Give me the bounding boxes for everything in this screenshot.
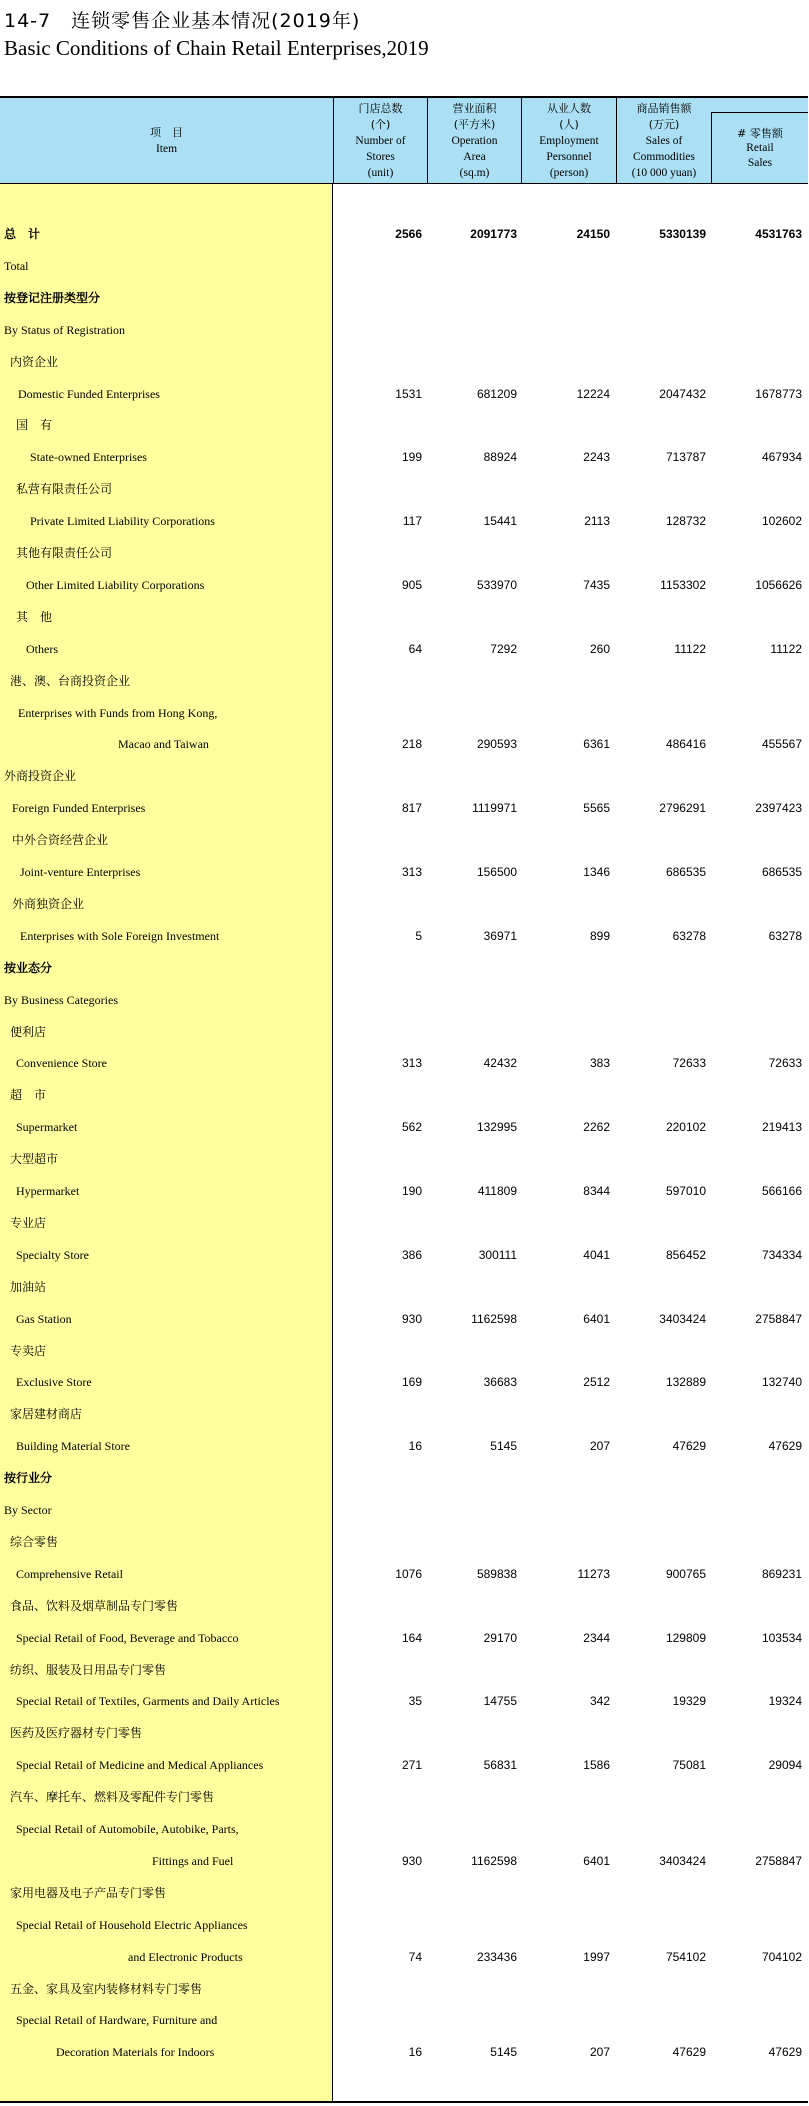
retail-value: 11122: [770, 641, 802, 656]
table-row: [0, 857, 808, 887]
row-label: Macao and Taiwan: [118, 737, 209, 752]
sales-value: 3403424: [659, 1311, 706, 1326]
area-value: 1162598: [471, 1311, 517, 1326]
row-label: Special Retail of Household Electric Appliances: [16, 1917, 248, 1932]
row-label: Specialty Store: [16, 1247, 89, 1262]
header-retail-en2: Sales: [747, 157, 773, 169]
row-label: 按登记注册类型分: [4, 290, 101, 305]
row-label: Convenience Store: [16, 1056, 107, 1071]
employment-value: 6401: [583, 1311, 610, 1326]
employment-value: 12224: [576, 386, 610, 401]
row-label: and Electronic Products: [128, 1949, 243, 1964]
stores-value: 74: [408, 1949, 422, 1964]
employment-value: 1586: [583, 1758, 610, 1773]
retail-value: 566166: [761, 1184, 802, 1198]
employment-value: 8344: [583, 1184, 610, 1198]
table-row: [0, 1080, 808, 1110]
table-row: [0, 1240, 808, 1270]
header-item-cn: 项 目: [150, 126, 183, 139]
table-row: [0, 889, 808, 919]
table-row: [0, 251, 808, 281]
header-area-en1: Operation: [451, 135, 498, 147]
area-value: 88924: [483, 450, 517, 465]
row-label: 总 计: [4, 227, 41, 241]
table-row: [0, 1272, 808, 1302]
header-stores-en2: Stores: [366, 151, 395, 163]
stores-value: 1076: [395, 1566, 422, 1581]
table-row: [0, 219, 808, 249]
table-row: [0, 538, 808, 568]
row-label: 五金、家具及室内装修材料专门零售: [10, 1981, 203, 1996]
sales-value: 132889: [665, 1375, 706, 1390]
table-row: [0, 1814, 808, 1844]
area-value: 300111: [478, 1247, 517, 1262]
table-row: [0, 1017, 808, 1047]
retail-value: 2758847: [755, 1853, 802, 1868]
header-area-en3: (sq.m): [459, 167, 490, 179]
table-header: [0, 96, 808, 184]
sales-value: 72633: [672, 1056, 706, 1071]
table-row: [0, 1112, 808, 1142]
table-row: [0, 2005, 808, 2035]
table-row: [0, 1974, 808, 2004]
row-label: Special Retail of Textiles, Garments and Daily Articles: [16, 1694, 280, 1709]
table-row: [0, 1048, 808, 1078]
row-label: 港、澳、台商投资企业: [10, 673, 131, 688]
area-value: 1162598: [471, 1853, 517, 1868]
stores-value: 164: [401, 1630, 422, 1645]
retail-value: 1056626: [755, 577, 802, 592]
row-label: By Sector: [4, 1503, 52, 1517]
header-stores-cn: 门店总数: [358, 102, 403, 115]
table-row: [0, 283, 808, 313]
retail-value: 19324: [768, 1694, 802, 1709]
employment-value: 4041: [583, 1247, 610, 1262]
stores-value: 190: [401, 1184, 422, 1198]
table-row: [0, 1336, 808, 1366]
sales-value: 129809: [665, 1630, 706, 1645]
table-row: [0, 347, 808, 377]
row-label: 大型超市: [10, 1152, 59, 1167]
table-row: [0, 729, 808, 759]
stores-value: 930: [401, 1853, 422, 1868]
employment-value: 2243: [583, 450, 610, 465]
header-sales: [616, 98, 711, 184]
table-row: [0, 315, 808, 345]
table-row: [0, 2037, 808, 2067]
retail-value: 467934: [761, 450, 802, 465]
retail-value: 1678773: [755, 386, 802, 401]
sales-value: 856452: [665, 1247, 706, 1262]
sales-value: 11122: [674, 641, 706, 656]
header-sales-en3: (10 000 yuan): [631, 167, 697, 179]
row-label: Special Retail of Automobile, Autobike, Parts,: [16, 1822, 239, 1836]
area-value: 533970: [476, 577, 517, 592]
stores-value: 2566: [395, 227, 422, 241]
row-label: 汽车、摩托车、燃料及零配件专门零售: [10, 1790, 215, 1805]
table-row: [0, 666, 808, 696]
area-value: 5145: [490, 1439, 517, 1454]
area-value: 681209: [476, 386, 517, 401]
sales-value: 900765: [665, 1566, 706, 1581]
area-value: 156500: [476, 865, 517, 879]
employment-value: 207: [589, 2045, 610, 2060]
table-row: [0, 1655, 808, 1685]
row-label: 超 市: [10, 1088, 47, 1103]
table-row: [0, 1144, 808, 1174]
area-value: 589838: [476, 1566, 517, 1581]
retail-value: 47629: [768, 2045, 802, 2060]
table-row: [0, 602, 808, 632]
area-value: 2091773: [470, 227, 517, 241]
retail-value: 2758847: [755, 1311, 802, 1326]
page-title-en: Basic Conditions of Chain Retail Enterprises,2019: [4, 36, 429, 60]
retail-value: 29094: [768, 1758, 802, 1773]
table-row: [0, 634, 808, 664]
header-sales-cn: 商品销售额: [636, 102, 692, 115]
row-label: Other Limited Liability Corporations: [26, 577, 205, 592]
area-value: 56831: [483, 1758, 517, 1773]
table-row: [0, 985, 808, 1015]
employment-value: 260: [589, 641, 610, 656]
row-label: 国 有: [16, 418, 53, 433]
table-bottom-rule: [0, 2101, 808, 2103]
employment-value: 2113: [584, 514, 610, 529]
stores-value: 313: [401, 865, 422, 879]
stores-value: 313: [401, 1056, 422, 1071]
header-sales-en2: Commodities: [633, 151, 695, 163]
sales-value: 713787: [665, 450, 706, 465]
row-label: Enterprises with Sole Foreign Investment: [20, 928, 220, 943]
sales-value: 5330139: [659, 227, 706, 241]
table-row: [0, 953, 808, 983]
row-label: 家用电器及电子产品专门零售: [10, 1885, 167, 1900]
row-label: Hypermarket: [16, 1184, 80, 1198]
sales-value: 47629: [672, 2045, 706, 2060]
employment-value: 2344: [583, 1630, 610, 1645]
employment-value: 7435: [583, 577, 610, 592]
row-label: 综合零售: [10, 1534, 59, 1549]
table-row: [0, 1910, 808, 1940]
table-row: [0, 1176, 808, 1206]
header-retail-cn: # 零售额: [737, 127, 783, 140]
row-label: Decoration Materials for Indoors: [56, 2045, 215, 2060]
employment-value: 1346: [583, 865, 610, 879]
row-label: Joint-venture Enterprises: [20, 865, 141, 879]
row-label: By Business Categories: [4, 992, 118, 1007]
retail-value: 704102: [761, 1949, 802, 1964]
retail-value: 47629: [768, 1439, 802, 1454]
row-label: 家居建材商店: [10, 1407, 83, 1422]
stores-value: 218: [401, 737, 422, 752]
sales-value: 75081: [672, 1758, 706, 1773]
area-value: 411809: [477, 1184, 517, 1198]
sales-value: 486416: [665, 737, 706, 752]
sales-value: 2796291: [659, 801, 706, 816]
header-employment-en2: Personnel: [546, 151, 592, 163]
page-title-cn: 14-7 连锁零售企业基本情况(2019年): [4, 10, 361, 32]
row-label: 其他有限责任公司: [16, 546, 113, 560]
row-label: Fittings and Fuel: [152, 1853, 234, 1868]
row-label: 外商独资企业: [12, 896, 85, 911]
row-label: Special Retail of Food, Beverage and Tobacco: [16, 1630, 239, 1645]
sales-value: 19329: [672, 1694, 706, 1709]
area-value: 29170: [483, 1630, 517, 1645]
retail-value: 734334: [761, 1247, 802, 1262]
table-row: [0, 1208, 808, 1238]
sales-value: 754102: [665, 1949, 706, 1964]
stores-value: 16: [408, 2045, 422, 2060]
stores-value: 64: [408, 641, 422, 656]
row-label: Others: [26, 641, 58, 656]
row-label: 内资企业: [10, 354, 59, 369]
row-label: Domestic Funded Enterprises: [18, 386, 160, 401]
table-row: [0, 442, 808, 472]
employment-value: 6401: [583, 1853, 610, 1868]
sales-value: 128732: [665, 514, 706, 529]
header-sales-en1: Sales of: [645, 135, 683, 147]
stores-value: 16: [408, 1439, 422, 1454]
area-value: 42432: [483, 1056, 517, 1071]
table-row: [0, 1399, 808, 1429]
retail-value: 2397423: [755, 801, 802, 816]
header-sales-unit-cn: (万元): [648, 118, 680, 131]
employment-value: 2262: [583, 1120, 610, 1135]
area-value: 233436: [476, 1949, 517, 1964]
sales-value: 2047432: [659, 386, 706, 401]
retail-value: 686535: [761, 865, 802, 879]
area-value: 7292: [490, 641, 517, 656]
retail-value: 103534: [761, 1630, 802, 1645]
employment-value: 383: [589, 1056, 610, 1071]
area-value: 36683: [483, 1375, 517, 1390]
retail-value: 63278: [768, 928, 802, 943]
table-row: [0, 506, 808, 536]
stores-value: 169: [401, 1375, 422, 1390]
header-item-en: Item: [155, 143, 178, 155]
table-row: [0, 761, 808, 791]
row-label: 中外合资经营企业: [12, 833, 109, 848]
sales-value: 220102: [665, 1120, 706, 1135]
table-row: [0, 1750, 808, 1780]
row-label: Exclusive Store: [16, 1375, 92, 1390]
sales-value: 63278: [672, 928, 706, 943]
row-label: 纺织、服装及日用品专门零售: [10, 1662, 167, 1677]
header-area-en2: Area: [463, 151, 486, 163]
retail-value: 455567: [761, 737, 802, 752]
header-stores: [333, 98, 427, 184]
employment-value: 6361: [583, 737, 610, 752]
table-row: [0, 1527, 808, 1557]
table-row: [0, 698, 808, 728]
area-value: 290593: [476, 737, 517, 752]
table-row: [0, 1623, 808, 1653]
row-label: By Status of Registration: [4, 322, 125, 337]
header-stores-en1: Number of: [355, 135, 406, 147]
header-stores-unit-cn: (个): [370, 118, 391, 131]
row-label: 加油站: [10, 1279, 47, 1294]
table-row: [0, 793, 808, 823]
stores-value: 930: [401, 1311, 422, 1326]
row-label: 医药及医疗器材专门零售: [10, 1726, 143, 1741]
table-row: [0, 825, 808, 855]
header-employment-cn: 从业人数: [547, 102, 591, 115]
table-row: [0, 570, 808, 600]
table-row: [0, 1846, 808, 1876]
area-value: 132995: [476, 1120, 517, 1135]
header-employment-unit-cn: (人): [559, 118, 579, 131]
header-employment-en3: (person): [549, 167, 589, 179]
header-employment: [521, 98, 616, 184]
row-label: 按业态分: [4, 960, 53, 975]
row-label: 按行业分: [4, 1471, 53, 1486]
retail-value: 132740: [761, 1375, 802, 1390]
row-label: State-owned Enterprises: [30, 450, 147, 465]
row-label: 专卖店: [10, 1343, 47, 1358]
table-row: [0, 1495, 808, 1525]
employment-value: 24150: [576, 227, 610, 241]
employment-value: 207: [589, 1439, 610, 1454]
area-value: 1119971: [472, 801, 517, 816]
stores-value: 905: [401, 577, 422, 592]
stores-value: 1531: [395, 386, 422, 401]
retail-value: 72633: [768, 1056, 802, 1071]
employment-value: 1997: [583, 1949, 610, 1964]
row-label: Total: [4, 258, 29, 273]
table-row: [0, 1591, 808, 1621]
stores-value: 5: [415, 928, 422, 943]
table-row: [0, 1878, 808, 1908]
sales-value: 597010: [665, 1184, 706, 1198]
row-label: Gas Station: [16, 1311, 72, 1326]
header-item: [0, 98, 333, 184]
employment-value: 2512: [583, 1375, 610, 1390]
table-row: [0, 1304, 808, 1334]
table-row: [0, 1718, 808, 1748]
stores-value: 386: [401, 1247, 422, 1262]
row-label: Enterprises with Funds from Hong Kong,: [18, 705, 218, 720]
retail-value: 102602: [761, 514, 802, 529]
stores-value: 562: [401, 1120, 422, 1135]
table-row: [0, 1686, 808, 1716]
table-row: [0, 1463, 808, 1493]
stores-value: 271: [401, 1758, 422, 1773]
retail-value: 219413: [761, 1120, 802, 1135]
stores-value: 199: [401, 450, 422, 465]
employment-value: 342: [589, 1694, 610, 1709]
area-value: 15441: [483, 514, 517, 529]
sales-value: 3403424: [659, 1853, 706, 1868]
row-label: Special Retail of Medicine and Medical Appliances: [16, 1758, 264, 1773]
retail-value: 869231: [761, 1566, 802, 1581]
employment-value: 899: [589, 928, 610, 943]
table-row: [0, 410, 808, 440]
row-label: Supermarket: [16, 1120, 78, 1135]
table-row: [0, 1782, 808, 1812]
table-row: [0, 1559, 808, 1589]
header-area-cn: 营业面积: [452, 102, 497, 115]
table-row: [0, 1367, 808, 1397]
table-row: [0, 1942, 808, 1972]
row-label: 专业店: [10, 1215, 47, 1230]
row-label: Special Retail of Hardware, Furniture and: [16, 2013, 218, 2028]
data-table: [0, 96, 808, 2104]
employment-value: 11273: [577, 1566, 610, 1581]
row-label: 便利店: [10, 1024, 47, 1039]
table-row: [0, 921, 808, 951]
area-value: 36971: [483, 928, 517, 943]
area-value: 14755: [483, 1694, 517, 1709]
row-label: Private Limited Liability Corporations: [30, 514, 215, 529]
row-label: 私营有限责任公司: [16, 482, 113, 497]
table-row: [0, 379, 808, 409]
area-value: 5145: [490, 2045, 517, 2060]
row-label: 食品、饮料及烟草制品专门零售: [10, 1598, 179, 1613]
sales-value: 47629: [672, 1439, 706, 1454]
retail-value: 4531763: [755, 227, 802, 241]
row-label: 其 他: [16, 609, 53, 624]
header-stores-en3: (unit): [367, 167, 394, 179]
table-row: [0, 474, 808, 504]
header-employment-en1: Employment: [539, 135, 599, 147]
sales-value: 686535: [665, 865, 706, 879]
row-label: Comprehensive Retail: [16, 1566, 123, 1581]
header-area-unit-cn: (平方米): [453, 118, 496, 131]
row-label: Building Material Store: [16, 1439, 130, 1454]
header-retail-en1: Retail: [746, 142, 774, 154]
header-retail: [711, 112, 808, 184]
table-row: [0, 1431, 808, 1461]
row-label: Foreign Funded Enterprises: [12, 801, 146, 816]
header-area: [427, 98, 521, 184]
stores-value: 35: [408, 1694, 422, 1709]
sales-value: 1153302: [660, 577, 706, 592]
stores-value: 117: [402, 514, 422, 529]
row-label: 外商投资企业: [4, 769, 77, 784]
employment-value: 5565: [583, 801, 610, 816]
stores-value: 817: [401, 801, 422, 816]
